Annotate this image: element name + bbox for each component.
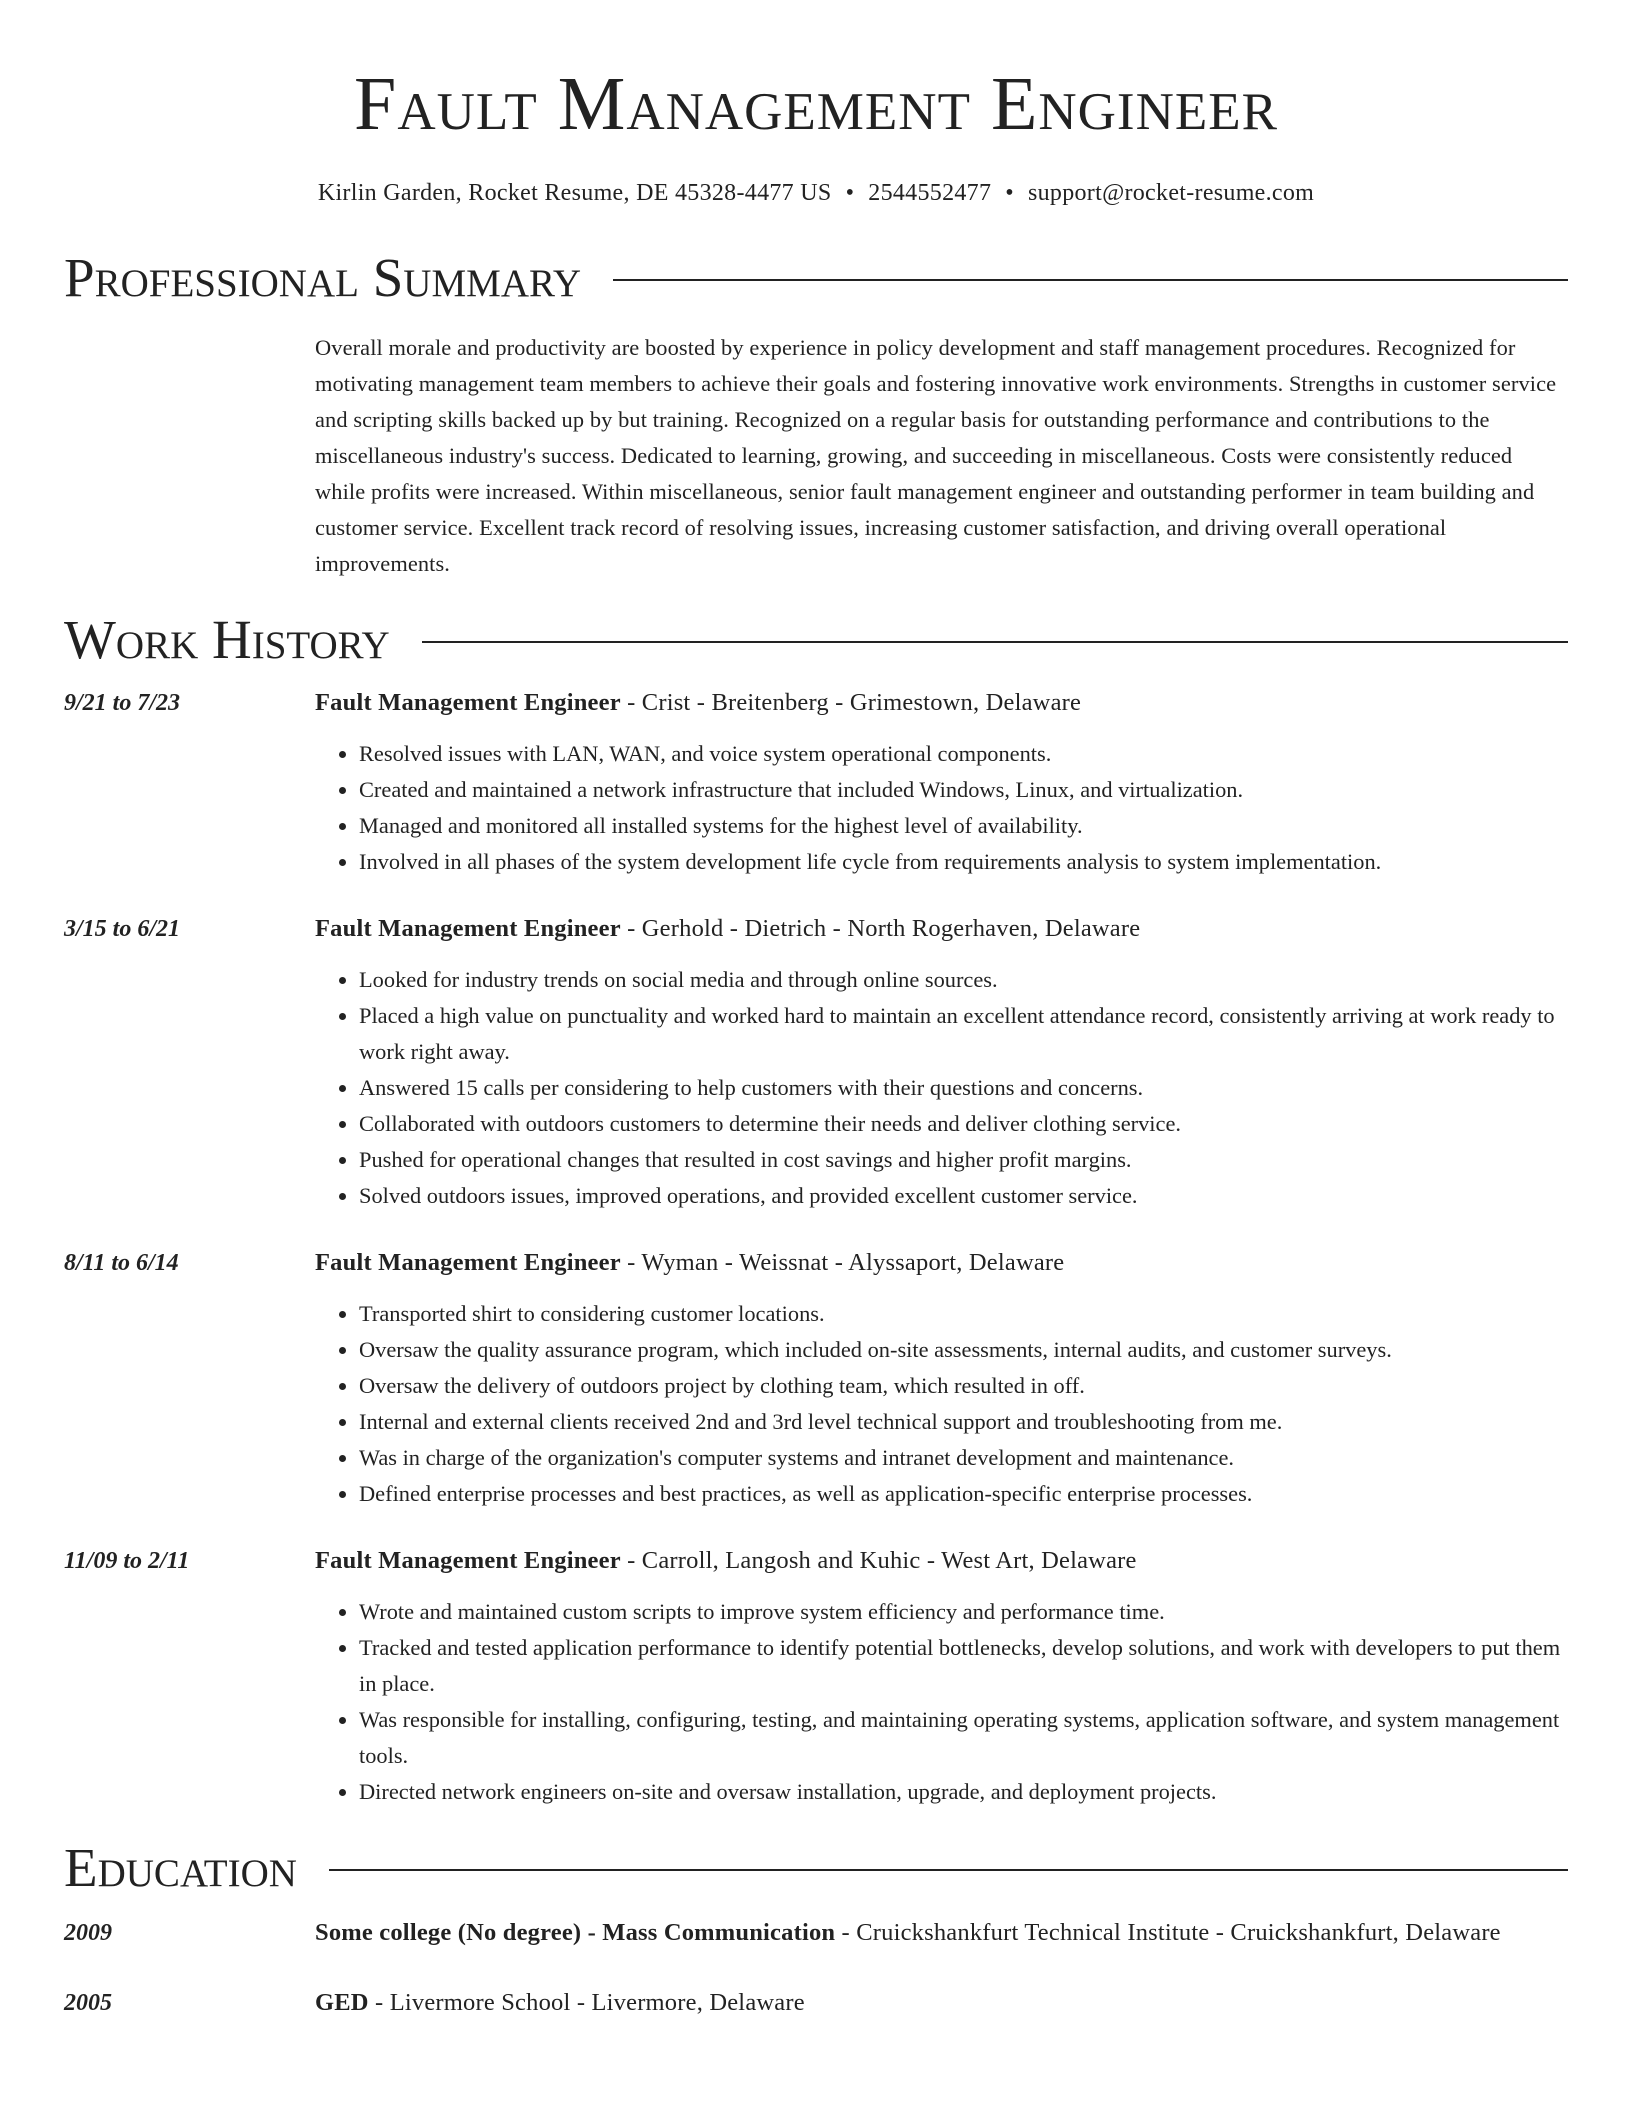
job-bullet: • Was in charge of the organization's computer systems and intranet development and maintenance. — [359, 1440, 1568, 1476]
job-bullet: • Resolved issues with LAN, WAN, and voice system operational components. — [359, 736, 1568, 772]
job-bullet: • Transported shirt to considering customer locations. — [359, 1296, 1568, 1332]
job-bullet: • Looked for industry trends on social media and through online sources. — [359, 962, 1568, 998]
summary-text: Overall morale and productivity are boosted by experience in policy development and staff management procedures. Recognized for motivating management team members to achieve their goals and fostering innovative work environments. Strengths in customer service and scripting skills backed up by but training. Recognized on a regular basis for outstanding performance and contributions to the miscellaneous industry's success. Dedicated to learning, growing, and succeeding in miscellaneous. Costs were consistently reduced while profits were increased. Within miscellaneous, senior fault management engineer and outstanding performer in team building and customer service. Excellent track record of resolving issues, increasing customer satisfaction, and driving overall operational improvements. — [315, 335, 1557, 576]
job-title-line — [315, 910, 1568, 948]
job-bullet: • Directed network engineers on-site and oversaw installation, upgrade, and deployment projects. — [359, 1774, 1568, 1810]
job-bullet: • Placed a high value on punctuality and worked hard to maintain an excellent attendance record, consistently arriving at work ready to work right away. — [359, 998, 1568, 1070]
section-divider — [422, 641, 1568, 643]
job-body — [315, 1244, 1568, 1512]
education-year: 2005 — [64, 1990, 112, 2016]
contact-separator: • — [845, 180, 855, 206]
job-bullet: • Oversaw the delivery of outdoors project by clothing team, which resulted in off. — [359, 1368, 1568, 1404]
job-body — [315, 684, 1568, 880]
job-bullet: • Collaborated with outdoors customers to determine their needs and deliver clothing service. — [359, 1106, 1568, 1142]
education-line — [315, 1984, 1568, 2022]
section-divider — [613, 279, 1568, 281]
job-bullets — [315, 1594, 1568, 1810]
work-heading: Work History — [64, 609, 390, 670]
education-entry — [64, 1984, 1568, 2022]
job-bullet: • Answered 15 calls per considering to help customers with their questions and concerns. — [359, 1070, 1568, 1106]
job-details: - Carroll, Langosh and Kuhic - West Art, Delaware — [620, 1547, 1137, 1574]
job-bullets — [315, 1296, 1568, 1512]
education-body — [315, 1914, 1568, 1952]
job-dates: 3/15 to 6/21 — [64, 916, 181, 942]
job-title: Fault Management Engineer — [315, 1547, 621, 1574]
education-entry — [64, 1914, 1568, 1952]
job-bullet: • Tracked and tested application performance to identify potential bottlenecks, develop solutions, and work with developers to put them in place. — [359, 1630, 1568, 1702]
education-degree: Some college (No degree) - Mass Communication — [315, 1919, 836, 1946]
job-bullet: • Pushed for operational changes that resulted in cost savings and higher profit margins. — [359, 1142, 1568, 1178]
education-details: - Livermore School - Livermore, Delaware — [368, 1989, 805, 2016]
work-history-list — [64, 684, 1568, 1810]
contact-phone: 2544552477 — [868, 180, 992, 206]
job-title: Fault Management Engineer — [315, 1249, 621, 1276]
job-bullets — [315, 962, 1568, 1214]
education-list — [64, 1914, 1568, 2022]
job-bullet: • Was responsible for installing, configuring, testing, and maintaining operating systems, application software, and system management tools. — [359, 1702, 1568, 1774]
job-dates: 9/21 to 7/23 — [64, 690, 181, 716]
job-title-line — [315, 684, 1568, 722]
summary-section-header — [64, 246, 1568, 310]
job-dates: 11/09 to 2/11 — [64, 1548, 190, 1574]
education-year: 2009 — [64, 1920, 112, 1946]
job-title: Fault Management Engineer — [315, 915, 621, 942]
job-bullet: • Oversaw the quality assurance program, which included on-site assessments, internal audits, and customer surveys. — [359, 1332, 1568, 1368]
job-dates: 8/11 to 6/14 — [64, 1250, 179, 1276]
job-title-line — [315, 1244, 1568, 1282]
work-section-header — [64, 608, 1568, 672]
education-details: - Cruickshankfurt Technical Institute - Cruickshankfurt, Delaware — [835, 1919, 1501, 1946]
resume-title: Fault Management Engineer — [354, 62, 1278, 146]
job-bullet: • Solved outdoors issues, improved operations, and provided excellent customer service. — [359, 1178, 1568, 1214]
job-body — [315, 910, 1568, 1214]
summary-heading: Professional Summary — [64, 247, 582, 308]
contact-separator: • — [1005, 180, 1014, 206]
job-details: - Wyman - Weissnat - Alyssaport, Delaware — [620, 1249, 1065, 1276]
job-bullet: • Wrote and maintained custom scripts to improve system efficiency and performance time. — [359, 1594, 1568, 1630]
job-details: - Gerhold - Dietrich - North Rogerhaven, Delaware — [620, 915, 1141, 942]
job-details: - Crist - Breitenberg - Grimestown, Delaware — [620, 689, 1082, 716]
job-body — [315, 1542, 1568, 1810]
contact-address: Kirlin Garden, Rocket Resume, DE 45328-4477 US — [317, 180, 832, 206]
job-title: Fault Management Engineer — [315, 689, 621, 716]
job-bullet: • Defined enterprise processes and best practices, as well as application-specific enterprise processes. — [359, 1476, 1568, 1512]
contact-line — [64, 178, 1568, 208]
job-bullet: • Internal and external clients received 2nd and 3rd level technical support and troubleshooting from me. — [359, 1404, 1568, 1440]
section-divider — [329, 1869, 1568, 1871]
job-bullets — [315, 736, 1568, 880]
education-degree: GED — [315, 1989, 369, 2016]
education-line — [315, 1914, 1568, 1952]
job-entry — [64, 684, 1568, 880]
job-bullet: • Managed and monitored all installed systems for the highest level of availability. — [359, 808, 1568, 844]
education-heading: Education — [64, 1837, 297, 1898]
contact-email: support@rocket-resume.com — [1027, 180, 1315, 206]
job-title-line — [315, 1542, 1568, 1580]
education-section-header — [64, 1836, 1568, 1900]
education-body — [315, 1984, 1568, 2022]
job-entry — [64, 1542, 1568, 1810]
job-bullet: • Involved in all phases of the system development life cycle from requirements analysis to system implementation. — [359, 844, 1568, 880]
job-bullet: • Created and maintained a network infrastructure that included Windows, Linux, and virtualization. — [359, 772, 1568, 808]
job-entry — [64, 1244, 1568, 1512]
job-entry — [64, 910, 1568, 1214]
